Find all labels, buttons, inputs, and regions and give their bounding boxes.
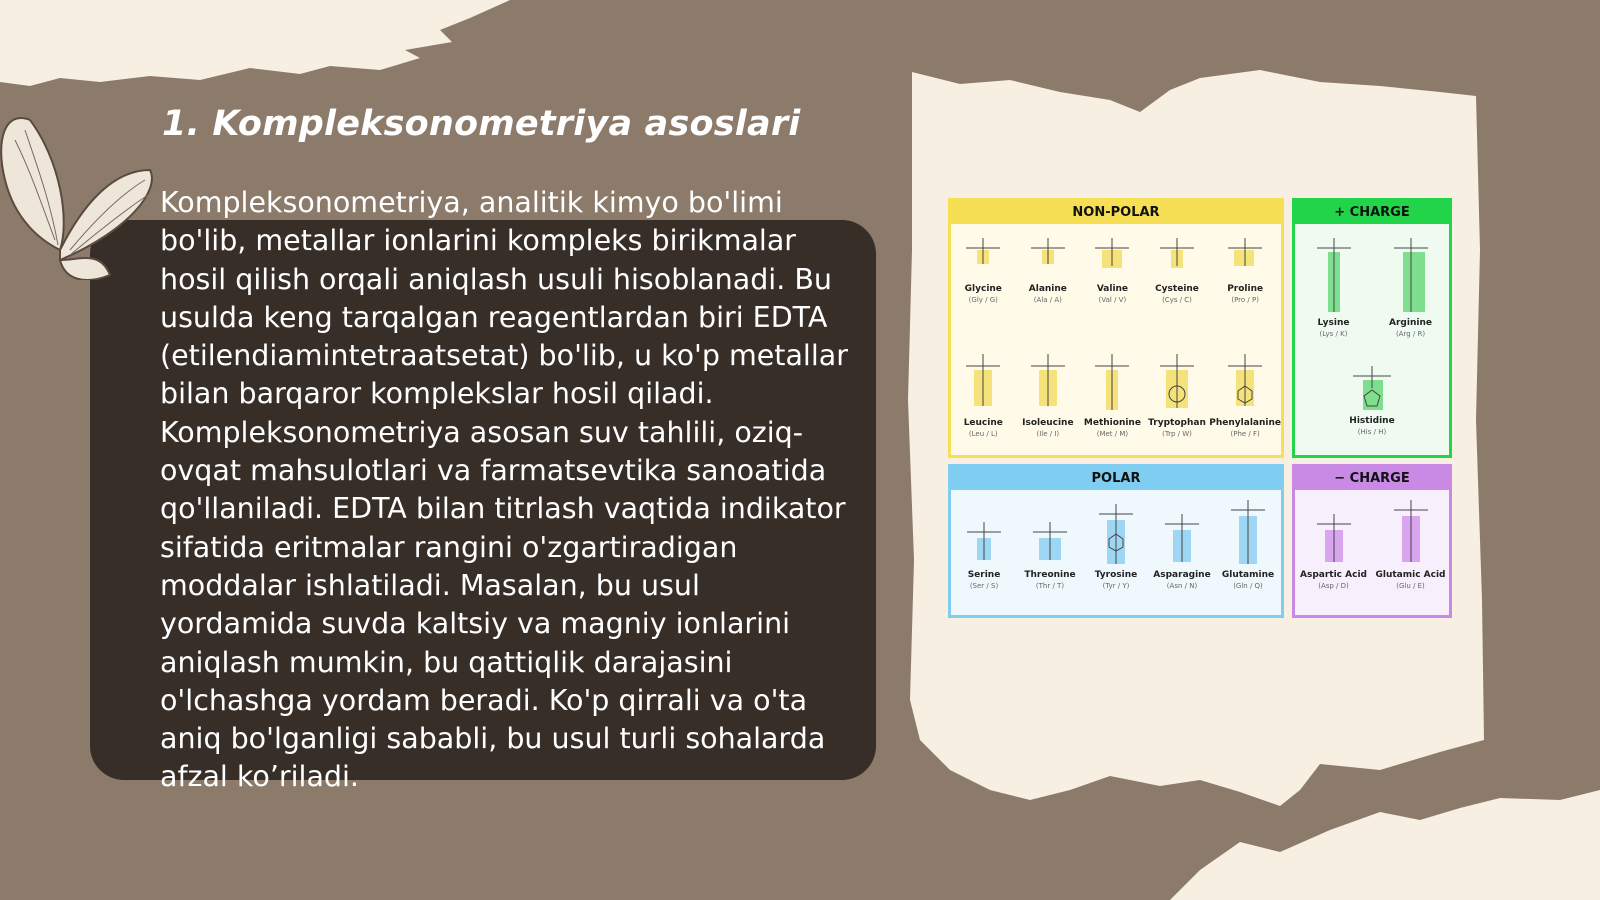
amino-methionine — [1080, 340, 1145, 456]
group-heading: POLAR — [951, 467, 1281, 490]
structure-formula-icon — [1225, 496, 1271, 568]
amino-acid-abbreviation: (Lys / K) — [1319, 330, 1348, 338]
amino-acid-name: Aspartic Acid — [1300, 570, 1367, 580]
amino-acid-abbreviation: (Met / M) — [1096, 429, 1129, 438]
amino-acid-name: Tyrosine — [1094, 570, 1138, 580]
amino-acid-abbreviation: (Trp / W) — [1162, 429, 1192, 438]
amino-valine — [1080, 224, 1145, 340]
amino-glutamic-acid — [1372, 490, 1449, 615]
amino-acid-chart — [948, 198, 1452, 618]
structure-formula-icon — [1222, 346, 1268, 416]
amino-acid-name: Cysteine — [1155, 284, 1199, 294]
amino-acid-name: Leucine — [963, 417, 1003, 428]
amino-acid-name: Valine — [1096, 284, 1129, 294]
amino-asparagine — [1149, 490, 1215, 615]
amino-acid-abbreviation: (Leu / L) — [968, 429, 998, 438]
structure-formula-icon — [1093, 496, 1139, 568]
amino-acid-name: Glutamic Acid — [1375, 570, 1446, 580]
group-heading: NON-POLAR — [951, 201, 1281, 224]
amino-acid-name: Glutamine — [1221, 570, 1275, 580]
structure-formula-icon — [1159, 496, 1205, 568]
amino-leucine — [951, 340, 1016, 456]
amino-tryptophan — [1145, 340, 1210, 456]
structure-formula-icon — [960, 346, 1006, 416]
amino-alanine — [1016, 224, 1081, 340]
amino-isoleucine — [1016, 340, 1081, 456]
group-positive-charge — [1292, 198, 1452, 458]
amino-acid-name: Proline — [1227, 284, 1264, 294]
amino-acid-name: Arginine — [1389, 318, 1432, 328]
structure-formula-icon — [1347, 358, 1397, 414]
amino-proline — [1209, 224, 1281, 340]
amino-acid-abbreviation: (Thr / T) — [1035, 582, 1065, 590]
amino-acid-name: Methionine — [1083, 417, 1141, 428]
structure-formula-icon — [1154, 346, 1200, 416]
amino-glycine — [951, 224, 1016, 340]
amino-acid-abbreviation: (His / H) — [1357, 428, 1387, 437]
structure-formula-icon — [961, 496, 1007, 568]
amino-acid-name: Isoleucine — [1022, 417, 1074, 428]
amino-acid-abbreviation: (Cys / C) — [1162, 296, 1192, 304]
slide-title: 1. Kompleksonometriya asoslari — [162, 104, 801, 144]
amino-acid-abbreviation: (Tyr / Y) — [1102, 582, 1130, 590]
structure-formula-icon — [1388, 496, 1434, 568]
amino-cysteine — [1145, 224, 1210, 340]
amino-acid-name: Histidine — [1349, 416, 1395, 427]
group-heading: − CHARGE — [1295, 467, 1449, 490]
amino-acid-name: Asparagine — [1153, 570, 1211, 580]
amino-acid-abbreviation: (Ile / I) — [1036, 429, 1060, 438]
structure-formula-icon — [1027, 496, 1073, 568]
structure-formula-icon — [1025, 346, 1071, 416]
amino-acid-abbreviation: (Phe / F) — [1230, 429, 1260, 438]
amino-acid-abbreviation: (Ser / S) — [969, 582, 999, 590]
structure-formula-icon — [1311, 496, 1357, 568]
amino-aspartic-acid — [1295, 490, 1372, 615]
amino-acid-abbreviation: (Asn / N) — [1166, 582, 1198, 590]
slide-body-text: Kompleksonometriya, analitik kimyo bo'limi bo'lib, metallar ionlarini kompleks birikmalar hosil qilish orqali aniqlash usuli hisoblanadi. Bu usulda keng tarqalgan reagentlardan biri EDTA (etilendiamintetraatsetat) bo'lib, u ko'p metallar bilan barqaror komplekslar hosil qiladi. Kompleksonometriya asosan suv tahlili, oziq-ovqat mahsulotlari va farmatsevtika sanoatida qo'llaniladi. EDTA bilan titrlash vaqtida indikator sifatida eritmalar rangini o'zgartiradigan moddalar ishlatiladi. Masalan, bu usul yordamida suvda kaltsiy va magniy ionlarini aniqlash mumkin, bu qattiqlik darajasini o'lchashga yordam beradi. Ko'p qirrali va o'ta aniq bo'lganligi sababli, bu usul turli sohalarda afzal ko’riladi. — [160, 186, 848, 794]
amino-phenylalanine — [1209, 340, 1281, 456]
amino-acid-name: Glycine — [964, 284, 1002, 294]
amino-threonine — [1017, 490, 1083, 615]
structure-formula-icon — [1089, 346, 1135, 416]
amino-acid-abbreviation: (Val / V) — [1098, 296, 1127, 304]
amino-arginine — [1372, 224, 1449, 352]
amino-acid-name: Lysine — [1317, 318, 1350, 328]
amino-acid-abbreviation: (Gln / Q) — [1233, 582, 1263, 590]
structure-formula-icon — [1311, 230, 1357, 316]
structure-formula-icon — [1388, 230, 1434, 316]
group-heading: + CHARGE — [1295, 201, 1449, 224]
structure-formula-icon — [960, 230, 1006, 282]
amino-acid-name: Alanine — [1028, 284, 1067, 294]
amino-acid-abbreviation: (Glu / E) — [1396, 582, 1425, 590]
structure-formula-icon — [1025, 230, 1071, 282]
structure-formula-icon — [1222, 230, 1268, 282]
group-nonpolar — [948, 198, 1284, 458]
group-polar — [948, 464, 1284, 618]
amino-acid-abbreviation: (Asp / D) — [1318, 582, 1349, 590]
amino-acid-abbreviation: (Arg / R) — [1395, 330, 1426, 338]
amino-lysine — [1295, 224, 1372, 352]
amino-glutamine — [1215, 490, 1281, 615]
structure-formula-icon — [1154, 230, 1200, 282]
amino-tyrosine — [1083, 490, 1149, 615]
group-negative-charge — [1292, 464, 1452, 618]
amino-acid-name: Tryptophan — [1148, 417, 1206, 428]
amino-acid-name: Phenylalanine — [1209, 417, 1281, 428]
structure-formula-icon — [1089, 230, 1135, 282]
amino-histidine — [1295, 352, 1449, 455]
amino-acid-abbreviation: (Pro / P) — [1231, 296, 1259, 304]
amino-acid-name: Serine — [967, 570, 1001, 580]
amino-acid-abbreviation: (Gly / G) — [968, 296, 998, 304]
amino-serine — [951, 490, 1017, 615]
amino-acid-abbreviation: (Ala / A) — [1033, 296, 1062, 304]
amino-acid-name: Threonine — [1024, 570, 1076, 580]
